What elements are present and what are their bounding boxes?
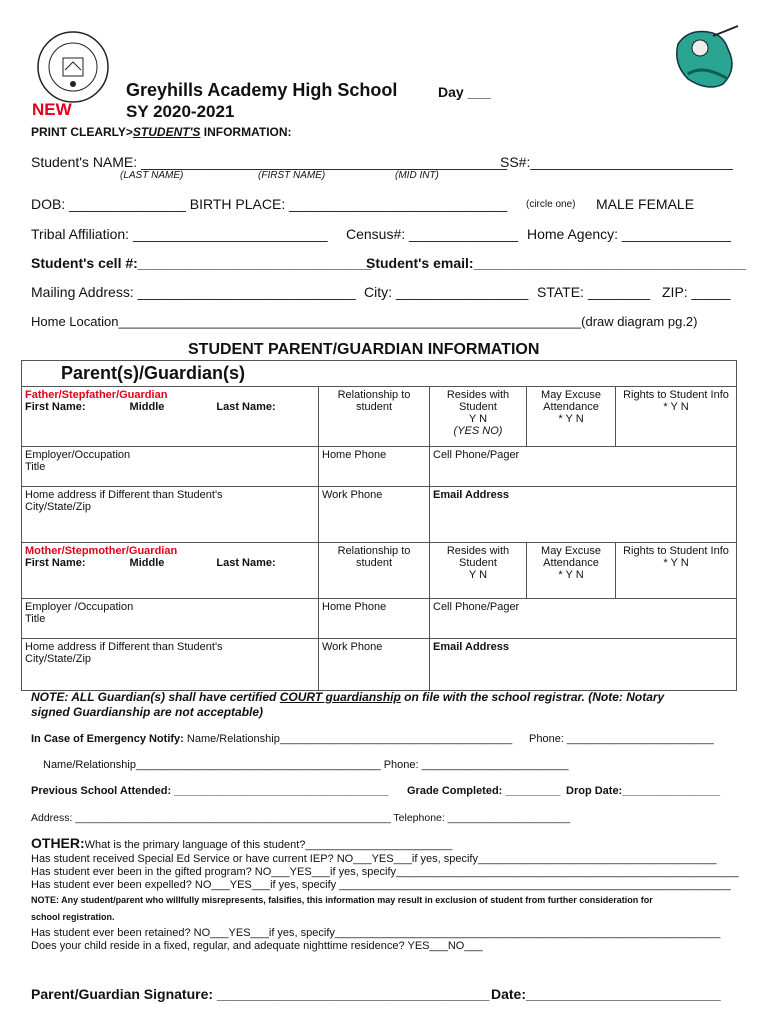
guardian-section-title: STUDENT PARENT/GUARDIAN INFORMATION [188, 341, 540, 358]
school-name: Greyhills Academy High School [126, 80, 398, 100]
circle-one-hint: (circle one) [526, 199, 576, 210]
father-home-phone[interactable]: Home Phone [322, 449, 387, 461]
father-email[interactable]: Email Address [433, 489, 510, 501]
mother-csz[interactable]: City/State/Zip [25, 653, 92, 665]
zip-field[interactable]: ZIP: _____ [662, 284, 731, 300]
father-middle[interactable]: Middle [129, 401, 165, 413]
sped-field[interactable]: Has student received Special Ed Service or have current IEP? NO___YES___if yes, specify_______________________________________ [31, 853, 717, 865]
mother-relationship[interactable]: Relationship to student [337, 545, 411, 569]
expelled-field[interactable]: Has student ever been expelled? NO___YES___if yes, specify ________________________________________________________________ [31, 879, 731, 891]
guardian-table [21, 360, 737, 691]
mother-rights-yn[interactable]: * Y N [663, 557, 689, 569]
student-email-field[interactable]: Student's email:___________________________________ [366, 255, 747, 271]
gifted-field[interactable]: Has student ever been in the gifted program? NO___YES___if yes, specify________________________________________________________ [31, 866, 739, 878]
school-seal [36, 30, 110, 104]
mother-cell[interactable]: Cell Phone/Pager [433, 601, 520, 613]
previous-school-field[interactable]: Previous School Attended: ___________________________________ [31, 785, 389, 797]
state-field[interactable]: STATE: ________ [537, 284, 651, 300]
previous-address-field[interactable]: Address: ______________________________________________________ Telephone: _____________________ [31, 812, 571, 824]
father-resides-note: (YES NO) [453, 425, 503, 437]
school-year: SY 2020-2021 [126, 102, 235, 121]
father-label: Father/Stepfather/Guardian [25, 389, 168, 401]
mother-last[interactable]: Last Name: [216, 557, 276, 569]
father-rights: Rights to Student Info [623, 389, 729, 401]
first-name-hint: (FIRST NAME) [258, 170, 326, 181]
signature-date-field[interactable]: Date:_________________________ [491, 986, 721, 1002]
father-work-phone[interactable]: Work Phone [322, 489, 383, 501]
home-agency-field[interactable]: Home Agency: ______________ [527, 226, 731, 242]
father-excuse: May Excuse Attendance [541, 389, 601, 413]
father-last[interactable]: Last Name: [216, 401, 276, 413]
father-excuse-yn[interactable]: * Y N [558, 413, 584, 425]
father-rights-yn[interactable]: * Y N [663, 401, 689, 413]
father-relationship[interactable]: Relationship to student [337, 389, 411, 413]
gender-options[interactable]: MALE FEMALE [596, 196, 695, 212]
print-clearly: PRINT CLEARLY>STUDENT'S INFORMATION: [31, 125, 292, 139]
mother-rights: Rights to Student Info [623, 545, 729, 557]
mother-resides: Resides with Student [446, 545, 510, 569]
mother-middle[interactable]: Middle [129, 557, 165, 569]
mid-int-hint: (MID INT) [395, 170, 439, 181]
emergency-phone-1[interactable]: Phone: ________________________ [529, 733, 714, 745]
mother-title[interactable]: Title [25, 613, 46, 625]
dob-birthplace-field[interactable]: DOB: _______________ BIRTH PLACE: ____________________________ [31, 196, 508, 212]
mother-excuse: May Excuse Attendance [541, 545, 601, 569]
drop-date-field[interactable]: Drop Date:________________ [566, 785, 721, 797]
signature-field[interactable]: Parent/Guardian Signature: ___________________________________ [31, 986, 490, 1002]
residence-field[interactable]: Does your child reside in a fixed, regular, and adequate nighttime residence? YES___NO___ [31, 940, 483, 952]
misrepresentation-note: NOTE: Any student/parent who willfully misrepresents, falsifies, this information may result in exclusion of student from further consideration for [31, 895, 653, 905]
mother-home-address[interactable]: Home address if Different than Student's [25, 641, 223, 653]
misrepresentation-note-2: school registration. [31, 912, 115, 922]
mascot-logo [668, 24, 742, 94]
grade-completed-field[interactable]: Grade Completed: _________ [407, 785, 561, 797]
guardianship-note-2: signed Guardianship are not acceptable) [31, 705, 264, 719]
mother-email[interactable]: Email Address [433, 641, 510, 653]
mother-label: Mother/Stepmother/Guardian [25, 545, 178, 557]
last-name-hint: (LAST NAME) [120, 170, 184, 181]
guardian-subtitle: Parent(s)/Guardian(s) [61, 363, 246, 383]
mother-resides-yn[interactable]: Y N [468, 569, 488, 581]
ss-field[interactable]: SS#:__________________________ [500, 154, 733, 170]
home-location-field[interactable]: Home Location________________________________________________________________(draw diagram pg.2) [31, 314, 698, 329]
new-label: NEW [32, 100, 72, 119]
father-employer[interactable]: Employer/Occupation [25, 449, 131, 461]
emergency-contact-2[interactable]: Name/Relationship________________________________________ Phone: ________________________ [43, 759, 569, 771]
father-resides-yn[interactable]: Y N [468, 413, 488, 425]
father-home-address[interactable]: Home address if Different than Student's [25, 489, 223, 501]
mother-employer[interactable]: Employer /Occupation [25, 601, 134, 613]
mailing-address-field[interactable]: Mailing Address: ____________________________ [31, 284, 356, 300]
guardianship-note: NOTE: ALL Guardian(s) shall have certified COURT guardianship on file with the school registrar. (Note: Notary [31, 690, 665, 704]
language-field[interactable]: OTHER:What is the primary language of this student?________________________ [31, 835, 453, 851]
mother-work-phone[interactable]: Work Phone [322, 641, 383, 653]
student-name-field[interactable]: Student's NAME: _______________________________________________ [31, 154, 507, 170]
student-cell-field[interactable]: Student's cell #:______________________________ [31, 255, 372, 271]
father-first[interactable]: First Name: [25, 401, 86, 413]
father-csz[interactable]: City/State/Zip [25, 501, 92, 513]
emergency-contact-1[interactable]: In Case of Emergency Notify: Name/Relationship______________________________________ [31, 733, 513, 745]
father-title[interactable]: Title [25, 461, 46, 473]
census-field[interactable]: Census#: ______________ [346, 226, 519, 242]
father-resides: Resides with Student [446, 389, 510, 413]
retained-field[interactable]: Has student ever been retained? NO___YES___if yes, specify_______________________________________________________________ [31, 927, 721, 939]
mother-home-phone[interactable]: Home Phone [322, 601, 387, 613]
tribal-field[interactable]: Tribal Affiliation: _________________________ [31, 226, 328, 242]
day-field[interactable]: Day ___ [438, 84, 491, 100]
father-cell[interactable]: Cell Phone/Pager [433, 449, 520, 461]
mother-excuse-yn[interactable]: * Y N [558, 569, 584, 581]
mother-first[interactable]: First Name: [25, 557, 86, 569]
city-field[interactable]: City: _________________ [364, 284, 529, 300]
